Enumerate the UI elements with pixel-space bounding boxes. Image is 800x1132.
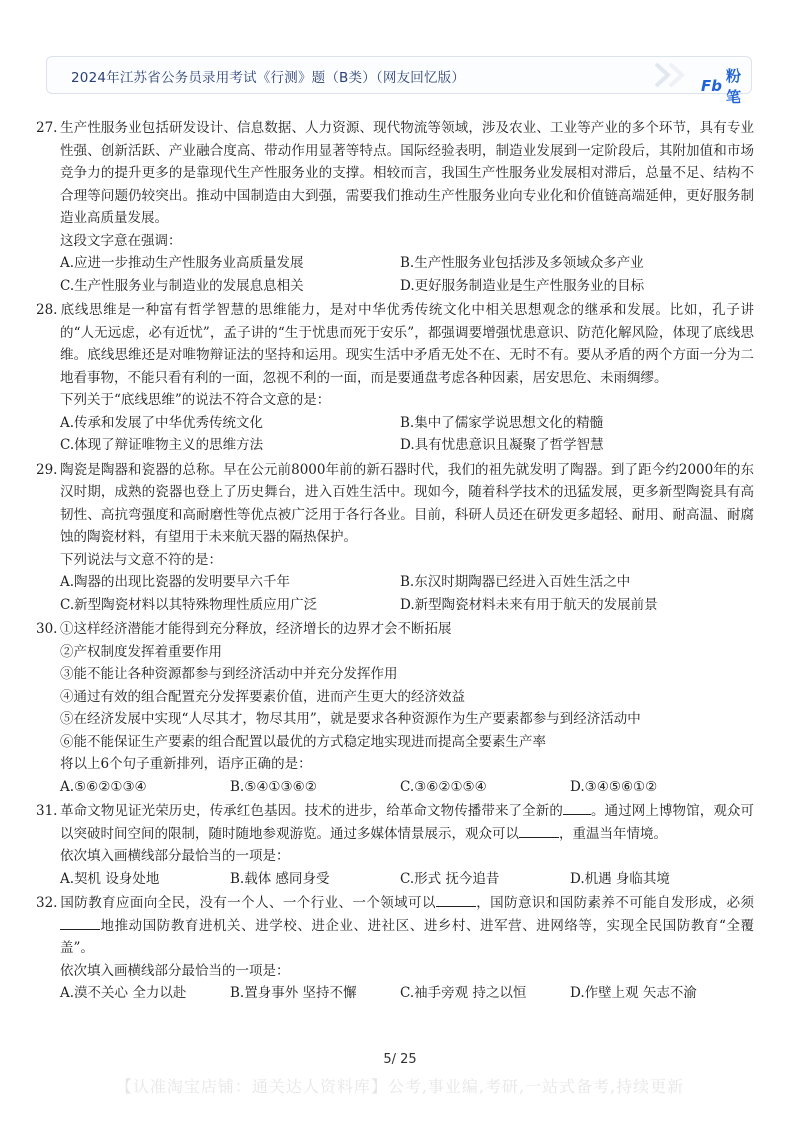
question-stem xyxy=(36,299,754,389)
logo-text: 粉笔 xyxy=(725,67,741,106)
option-a: A.陶器的出现比瓷器的发明要早六千年 xyxy=(60,574,291,590)
options xyxy=(36,571,754,616)
question-stem xyxy=(36,800,754,845)
fill-blank xyxy=(519,823,559,838)
options xyxy=(36,412,754,457)
question-number: 29. xyxy=(36,461,58,478)
option-d: D.作壁上观 矢志不渝 xyxy=(570,985,697,1001)
option-c: C.生产性服务业与制造业的发展息息相关 xyxy=(60,277,304,294)
stem-text-part-1: 革命文物见证光荣历史，传承红色基因。技术的进步，给革命文物传播带来了全新的 xyxy=(60,803,563,819)
question-30 xyxy=(36,618,754,798)
stem-text-part-2: 。通过网上博物馆，观众可以突破时间空间的限制，随时随地参观游览。通过多媒体情景展示，观众可以 xyxy=(60,803,755,842)
chevron-decoration-icon xyxy=(652,62,692,88)
option-b: B.载体 感同身受 xyxy=(230,870,330,887)
option-c: C.形式 抚今追昔 xyxy=(400,870,500,887)
document-header xyxy=(46,56,752,106)
options xyxy=(36,252,754,297)
option-c: C.③⑥②①⑤④ xyxy=(400,778,487,795)
question-prompt: 依次填入画横线部分最恰当的一项是： xyxy=(60,962,290,979)
option-c: C.新型陶瓷材料以其特殊物理性质应用广泛 xyxy=(60,596,318,613)
question-28 xyxy=(36,299,754,457)
question-number: 30. xyxy=(36,621,58,637)
sentence-3: ③能不能让各种资源都参与到经济活动中并充分发挥作用 xyxy=(60,666,398,682)
logo-mark: Fb xyxy=(701,77,722,95)
question-number: 28. xyxy=(36,302,58,318)
options xyxy=(36,982,754,1005)
option-d: D.③④⑤⑥①② xyxy=(570,778,658,795)
question-number: 31. xyxy=(36,803,58,819)
option-d: D.机遇 身临其境 xyxy=(570,870,670,887)
option-a: A.契机 设身处地 xyxy=(60,870,160,887)
header-title: 2024年江苏省公务员录用考试《行测》题（B类）（网友回忆版） xyxy=(71,70,466,86)
fill-blank xyxy=(436,892,476,907)
stem-text-part-3: 地推动国防教育进机关、进学校、进企业、进社区、进乡村、进军营、进网络等，实现全民国防教育“全覆盖”。 xyxy=(60,917,754,956)
sentence-4: ④通过有效的组合配置充分发挥要素价值，进而产生更大的经济效益 xyxy=(60,688,465,705)
option-a: A.⑤⑥②①③④ xyxy=(60,778,147,795)
options xyxy=(36,868,754,891)
sentence-1: ①这样经济潜能才能得到充分释放，经济增长的边界才会不断拓展 xyxy=(60,621,452,637)
question-prompt: 依次填入画横线部分最恰当的一项是： xyxy=(60,848,290,864)
stem-text: 底线思维是一种富有哲学智慧的思维能力，是对中华优秀传统文化中相关思想观念的继承和发展。比如，孔子讲的“人无远虑，必有近忧”，孟子讲的“生于忧患而死于安乐”，都强调要增强忧患意识、防范化解风险，体现了底线思维。底线思维还是对唯物辩证法的坚持和运用。现实生活中矛盾无处不在、无时不有。要从矛盾的两个方面一分为二地看事物，不能只看有利的一面，忽视不利的一面，而是要通盘考虑各种因素，居安思危、未雨绸缪。 xyxy=(60,302,754,386)
question-number: 27. xyxy=(36,120,58,136)
sentence-2: ②产权制度发挥着重要作用 xyxy=(60,643,222,660)
page-number: 5/ 25 xyxy=(383,1052,417,1067)
question-prompt: 下列关于“底线思维”的说法不符合文意的是： xyxy=(60,392,331,408)
watermark: 【认准淘宝店铺：通关达人资料库】公考,事业编,考研,一站式备考,持续更新 xyxy=(115,1077,685,1096)
options xyxy=(36,776,754,799)
option-a: A.漠不关心 全力以赴 xyxy=(60,985,187,1001)
stem-text: 陶瓷是陶器和瓷器的总称。早在公元前8000年前的新石器时代，我们的祖先就发明了陶器。到了距今约2000年的东汉时期，成熟的瓷器也登上了历史舞台，进入百姓生活中。现如今，随着科学技术的迅猛发展，更多新型陶瓷具有高韧性、高抗弯强度和高耐磨性等优点被广泛用于各行各业。目前，科研人员还在研发更多超轻、耐用、耐高温、耐腐蚀的陶瓷材料，有望用于未来航天器的隔热保护。 xyxy=(60,461,754,545)
question-31 xyxy=(36,800,754,890)
question-stem xyxy=(36,892,754,960)
option-b: B.⑤④①③⑥② xyxy=(230,778,317,795)
question-number: 32. xyxy=(36,895,58,911)
option-a: A.传承和发展了中华优秀传统文化 xyxy=(60,414,264,431)
option-d: D.新型陶瓷材料未来有用于航天的发展前景 xyxy=(400,596,658,613)
option-b: B.东汉时期陶器已经进入百姓生活之中 xyxy=(400,574,631,590)
question-27 xyxy=(36,117,754,297)
option-c: C.袖手旁观 持之以恒 xyxy=(400,985,527,1001)
fenbi-logo xyxy=(701,65,751,107)
fill-blank xyxy=(563,800,591,815)
option-a: A.应进一步推动生产性服务业高质量发展 xyxy=(60,255,304,271)
sentence-5: ⑤在经济发展中实现“人尽其才，物尽其用”，就是要求各种资源作为生产要素都参与到经济活动中 xyxy=(60,711,641,727)
question-stem xyxy=(36,117,754,230)
fill-blank xyxy=(60,915,100,930)
option-d: D.更好服务制造业是生产性服务业的目标 xyxy=(400,277,645,294)
stem-text-part-1: 国防教育应面向全民，没有一个人、一个行业、一个领域可以 xyxy=(60,895,436,911)
stem-text-part-3: ，重温当年情境。 xyxy=(559,825,667,842)
option-b: B.集中了儒家学说思想文化的精髓 xyxy=(400,414,604,431)
sentence-6: ⑥能不能保证生产要素的组合配置以最优的方式稳定地实现进而提高全要素生产率 xyxy=(60,733,546,750)
question-prompt: 这段文字意在强调： xyxy=(60,232,182,249)
question-content xyxy=(36,117,754,1007)
option-b: B.置身事外 坚持不懈 xyxy=(230,985,357,1001)
question-32 xyxy=(36,892,754,1005)
option-c: C.体现了辩证唯物主义的思维方法 xyxy=(60,437,264,453)
question-stem xyxy=(36,459,754,549)
question-29 xyxy=(36,459,754,617)
stem-text-part-2: ，国防意识和国防素养不可能自发形成，必须 xyxy=(475,895,754,911)
option-b: B.生产性服务业包括涉及多领域众多产业 xyxy=(400,255,644,271)
question-prompt: 下列说法与文意不符的是： xyxy=(60,551,222,568)
question-prompt: 将以上6个句子重新排列，语序正确的是： xyxy=(60,756,312,772)
question-stem xyxy=(36,618,754,641)
stem-text: 生产性服务业包括研发设计、信息数据、人力资源、现代物流等领域，涉及农业、工业等产业的多个环节，具有专业性强、创新活跃、产业融合度高、带动作用显著等特点。国际经验表明，制造业发展到一定阶段后，其附加值和市场竞争力的提升更多的是靠现代生产性服务业的支撑。相较而言，我国生产性服务业发展相对滞后，总量不足、结构不合理等问题仍较突出。推动中国制造由大到强，需要我们推动生产性服务业向专业化和价值链高端延伸，更好服务制造业高质量发展。 xyxy=(60,120,754,226)
option-d: D.具有忧患意识且凝聚了哲学智慧 xyxy=(400,437,604,453)
